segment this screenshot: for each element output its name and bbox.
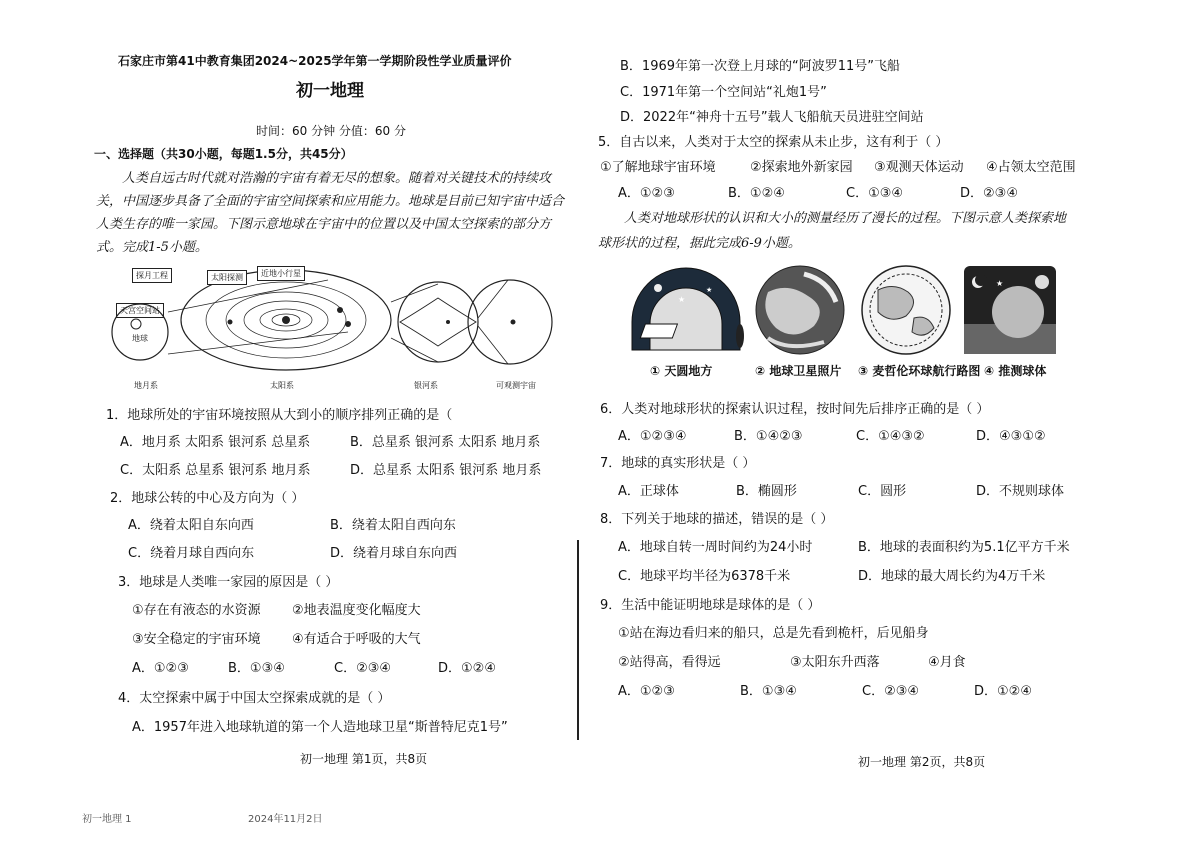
q7-option-b: B．椭圆形 — [736, 484, 797, 499]
cosmic-position-diagram — [108, 262, 558, 398]
q2-option-b: B．绕着太阳自西向东 — [330, 518, 456, 533]
q8-option-a: A．地球自转一周时间约为24小时 — [618, 540, 813, 555]
caption-4: ④ 推测球体 — [984, 364, 1047, 378]
q4-option-a: A．1957年进入地球轨道的第一个人造地球卫星“斯普特尼克1号” — [132, 720, 508, 735]
section1-title: 一、选择题（共30小题，每题1.5分，共45分） — [94, 147, 353, 161]
section2-intro-1: 人类对地球形状的认识和大小的测量经历了漫长的过程。下图示意人类探索地 — [624, 211, 1067, 226]
subject-title: 初一地理 — [296, 81, 364, 101]
dome-sky-image — [632, 268, 744, 350]
q4-stem: 4．太空探索中属于中国太空探索成就的是（ ） — [118, 691, 391, 706]
q7-stem: 7．地球的真实形状是（ ） — [600, 456, 756, 471]
label-sun-probe: 太阳探测 — [207, 270, 247, 285]
q5-option-a: A．①②③ — [618, 186, 675, 201]
q3-option-c: C．②③④ — [334, 661, 392, 676]
q4-option-b: B．1969年第一次登上月球的“阿波罗11号”飞船 — [620, 59, 901, 74]
q3-item-1: ①存在有液态的水资源 — [132, 603, 261, 618]
q7-option-d: D．不规则球体 — [976, 484, 1065, 499]
label-earth: 地球 — [132, 334, 148, 343]
time-score: 时间：60 分钟 分值：60 分 — [256, 124, 406, 138]
q5-item-3: ③观测天体运动 — [874, 160, 964, 175]
q9-item-2: ②站得高，看得远 — [618, 655, 721, 670]
q8-option-c: C．地球平均半径为6378千米 — [618, 569, 791, 584]
caption-2: ② 地球卫星照片 — [755, 364, 842, 378]
q1-option-c: C．太阳系 总星系 银河系 地月系 — [120, 463, 311, 478]
q8-option-d: D．地球的最大周长约为4万千米 — [858, 569, 1046, 584]
q2-stem: 2．地球公转的中心及方向为（ ） — [110, 491, 305, 506]
q3-option-a: A．①②③ — [132, 661, 189, 676]
page2-footer: 初一地理 第2页，共8页 — [858, 755, 986, 769]
q9-item-1: ①站在海边看归来的船只，总是先看到桅杆，后见船身 — [618, 626, 929, 641]
q2-option-d: D．绕着月球自东向西 — [330, 546, 458, 561]
q6-stem: 6．人类对地球形状的探索认识过程，按时间先后排序正确的是（ ） — [600, 402, 990, 417]
caption-1: ① 天圆地方 — [650, 364, 713, 378]
magellan-route-image — [862, 266, 950, 354]
page-divider — [577, 540, 579, 740]
q3-option-d: D．①②④ — [438, 661, 496, 676]
intro-line-4: 式。完成1-5小题。 — [96, 240, 208, 255]
label-asteroid-probe: 近地小行星 — [257, 266, 305, 281]
bottom-date: 2024年11月2日 — [248, 814, 323, 825]
q9-option-d: D．①②④ — [974, 684, 1032, 699]
q5-item-1: ①了解地球宇宙环境 — [600, 160, 716, 175]
q3-item-3: ③安全稳定的宇宙环境 — [132, 632, 261, 647]
school-title: 石家庄市第41中教育集团2024~2025学年第一学期阶段性学业质量评价 — [118, 54, 512, 68]
label-observable-universe: 可观测宇宙 — [496, 381, 536, 390]
q3-option-b: B．①③④ — [228, 661, 285, 676]
q4-option-c: C．1971年第一个空间站“礼炮1号” — [620, 85, 827, 100]
q3-stem: 3．地球是人类唯一家园的原因是（ ） — [118, 575, 339, 590]
svg-text:★: ★ — [996, 279, 1004, 288]
earth-shape-figures — [628, 262, 1058, 362]
q5-option-d: D．②③④ — [960, 186, 1018, 201]
label-moon-project: 探月工程 — [132, 268, 172, 283]
q6-option-d: D．④③①② — [976, 429, 1046, 444]
q1-option-b: B．总星系 银河系 太阳系 地月系 — [350, 435, 541, 450]
q4-option-d: D．2022年“神舟十五号”载人飞船航天员进驻空间站 — [620, 110, 924, 125]
q9-stem: 9．生活中能证明地球是球体的是（ ） — [600, 598, 821, 613]
q2-option-a: A．绕着太阳自东向西 — [128, 518, 254, 533]
q9-item-3: ③太阳东升西落 — [790, 655, 880, 670]
q6-option-b: B．①④②③ — [734, 429, 803, 444]
q1-option-a: A．地月系 太阳系 银河系 总星系 — [120, 435, 311, 450]
q5-option-b: B．①②④ — [728, 186, 785, 201]
svg-text:★: ★ — [678, 295, 686, 304]
q5-item-4: ④占领太空范围 — [986, 160, 1076, 175]
inferred-sphere-image — [964, 266, 1056, 354]
q9-option-c: C．②③④ — [862, 684, 920, 699]
svg-text:★: ★ — [706, 286, 713, 294]
q1-option-d: D．总星系 太阳系 银河系 地月系 — [350, 463, 542, 478]
q5-item-2: ②探索地外新家园 — [750, 160, 853, 175]
intro-line-2: 关，中国逐步具备了全面的宇宙空间探索和应用能力。地球是目前已知宇宙中适合 — [96, 194, 565, 209]
q5-stem: 5．自古以来，人类对于太空的探索从未止步，这有利于（ ） — [598, 135, 949, 150]
label-space-station: 天宫空间站 — [116, 303, 164, 318]
label-earth-moon-system: 地月系 — [134, 381, 158, 390]
q1-stem: 1．地球所处的宇宙环境按照从大到小的顺序排列正确的是（ — [106, 408, 453, 423]
caption-3: ③ 麦哲伦环球航行路图 — [858, 364, 981, 378]
q2-option-c: C．绕着月球自西向东 — [128, 546, 255, 561]
page1-footer: 初一地理 第1页，共8页 — [300, 752, 428, 766]
section2-intro-2: 球形状的过程，据此完成6-9小题。 — [598, 236, 801, 251]
label-solar-system: 太阳系 — [270, 381, 294, 390]
q6-option-c: C．①④③② — [856, 429, 925, 444]
q5-option-c: C．①③④ — [846, 186, 904, 201]
q7-option-c: C．圆形 — [858, 484, 907, 499]
intro-line-1: 人类自远古时代就对浩瀚的宇宙有着无尽的想象。随着对关键技术的持续攻 — [122, 171, 552, 186]
q7-option-a: A．正球体 — [618, 484, 679, 499]
bottom-left-note: 初一地理 1 — [82, 814, 132, 825]
q6-option-a: A．①②③④ — [618, 429, 687, 444]
q3-item-2: ②地表温度变化幅度大 — [292, 603, 421, 618]
q8-option-b: B．地球的表面积约为5.1亿平方千米 — [858, 540, 1070, 555]
q3-item-4: ④有适合于呼吸的大气 — [292, 632, 421, 647]
q9-item-4: ④月食 — [928, 655, 966, 670]
intro-line-3: 人类生存的唯一家园。下图示意地球在宇宙中的位置以及中国太空探索的部分方 — [96, 217, 552, 232]
label-milky-way: 银河系 — [414, 381, 438, 390]
q9-option-b: B．①③④ — [740, 684, 797, 699]
satellite-photo-image — [756, 266, 844, 354]
q9-option-a: A．①②③ — [618, 684, 675, 699]
q8-stem: 8．下列关于地球的描述，错误的是（ ） — [600, 512, 834, 527]
